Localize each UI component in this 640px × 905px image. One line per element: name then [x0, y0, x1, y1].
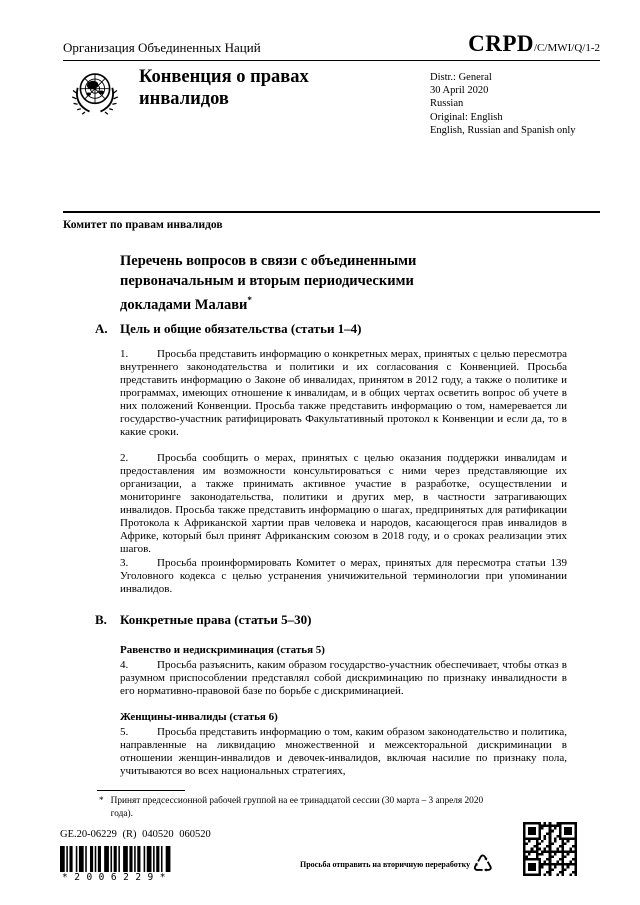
paragraph-5-text: Просьба представить информацию о том, каким образом законодательство и политика, направленные на ликвидацию множественной и межсекторальной дискриминации в отношении женщин-инвалидов и девочек-инвалидов, включая насилие по признаку пола, учитываются во всех национальных стратегиях, — [120, 726, 567, 777]
paragraph-4-text: Просьба разъяснить, каким образом государство-участник обеспечивает, чтобы отказ в разумном приспособлении представлял собой дискриминацию по признаку инвалидности в его нормативно-правовой базе по борьбе с дискриминацией. — [120, 659, 567, 697]
meta-original: Original: English — [430, 111, 503, 123]
section-divider — [63, 211, 600, 213]
header-divider — [63, 60, 600, 61]
title-footnote-ref: * — [247, 295, 252, 305]
un-emblem-icon — [63, 64, 127, 128]
section-a-heading — [95, 321, 362, 337]
paragraph-3-number: 3. — [120, 557, 129, 569]
publication-title: Конвенция о правах инвалидов — [139, 67, 309, 109]
committee-name: Комитет по правам инвалидов — [63, 219, 223, 231]
paragraph-2 — [120, 452, 567, 556]
document-symbol-main: CRPD — [468, 31, 534, 56]
footnote-text: Принят предсессионной рабочей группой на ее тринадцатой сессии (30 марта – 3 апреля 2020 года). — [110, 796, 484, 819]
meta-languages-note: English, Russian and Spanish only — [430, 124, 576, 136]
ge-number: GE.20-06229 (R) 040520 060520 — [60, 829, 211, 840]
section-b-label: B. — [95, 612, 107, 627]
paragraph-1-number: 1. — [120, 348, 129, 360]
barcode-text: *2006229* — [62, 872, 172, 883]
section-a-label: A. — [95, 321, 108, 336]
document-symbol — [468, 31, 600, 57]
meta-date: 30 April 2020 — [430, 85, 489, 97]
paragraph-2-text: Просьба сообщить о мерах, принятых с целью оказания поддержки инвалидам и предоставления им возможности консультироваться с ними через представляющие их организации, а также принимать активное участие в разработке, осуществлении и мониторинге законодательства, политики и других мер, в частности затрагивающих инвалидов. Просьба также представить информацию о шагах, предпринятых для ратификации Протокола к Африканской хартии прав человека и народов, касающегося прав инвалидов в Африке, который был принят Африканским союзом в 2018 году, и о сроках реализации этих шагов. — [120, 452, 567, 555]
meta-language: Russian — [430, 98, 464, 110]
paragraph-4-number: 4. — [120, 659, 129, 671]
recycle-note: Просьба отправить на вторичную переработку — [300, 859, 471, 869]
document-meta — [430, 71, 576, 137]
footnote-divider — [97, 790, 185, 791]
meta-distr: Distr.: General — [430, 72, 492, 83]
recycle-icon: ♺ — [472, 850, 494, 878]
footnote-marker: * — [99, 796, 104, 806]
paragraph-3-text: Просьба проинформировать Комитет о мерах, принятых для пересмотра статьи 139 Уголовного кодекса с целью устранения уничижительной терминологии при упоминании инвалидов. — [120, 557, 567, 595]
page-title-text: Перечень вопросов в связи с объединенными первоначальным и вторым периодическими докладами Малави — [120, 253, 417, 313]
page-title — [120, 252, 450, 315]
section-b-heading — [95, 612, 311, 628]
paragraph-4 — [120, 659, 567, 698]
org-name: Организация Объединенных Наций — [63, 40, 261, 55]
paragraph-5 — [120, 726, 567, 778]
barcode — [60, 846, 172, 872]
paragraph-2-number: 2. — [120, 452, 129, 464]
paragraph-1-text: Просьба представить информацию о конкретных мерах, принятых с целью пересмотра внутреннего законодательства и политики и их согласования с Конвенцией. Просьба представить информацию о Законе об инвалидах, принятом в 2012 году, а также о политике и программах, имеющих отношение к инвалидам, и в общих чертах осветить вопрос об учете в них положений Конвенции. Просьба также представить информацию о том, намеревается ли государство-участник ратифицировать Факультативный протокол к Конвенции и если да, то в какие сроки. — [120, 348, 567, 438]
subheading-equality: Равенство и недискриминация (статья 5) — [120, 644, 325, 656]
subheading-women: Женщины-инвалиды (статья 6) — [120, 711, 278, 723]
recycle-line — [300, 852, 530, 876]
qr-code — [523, 822, 577, 876]
footnote — [99, 795, 504, 820]
section-b-title: Конкретные права (статьи 5–30) — [120, 612, 312, 627]
section-a-title: Цель и общие обязательства (статьи 1–4) — [120, 321, 362, 336]
paragraph-5-number: 5. — [120, 726, 129, 738]
paragraph-3 — [120, 557, 567, 596]
document-symbol-suffix: /C/MWI/Q/1-2 — [534, 42, 600, 54]
paragraph-1 — [120, 348, 567, 439]
